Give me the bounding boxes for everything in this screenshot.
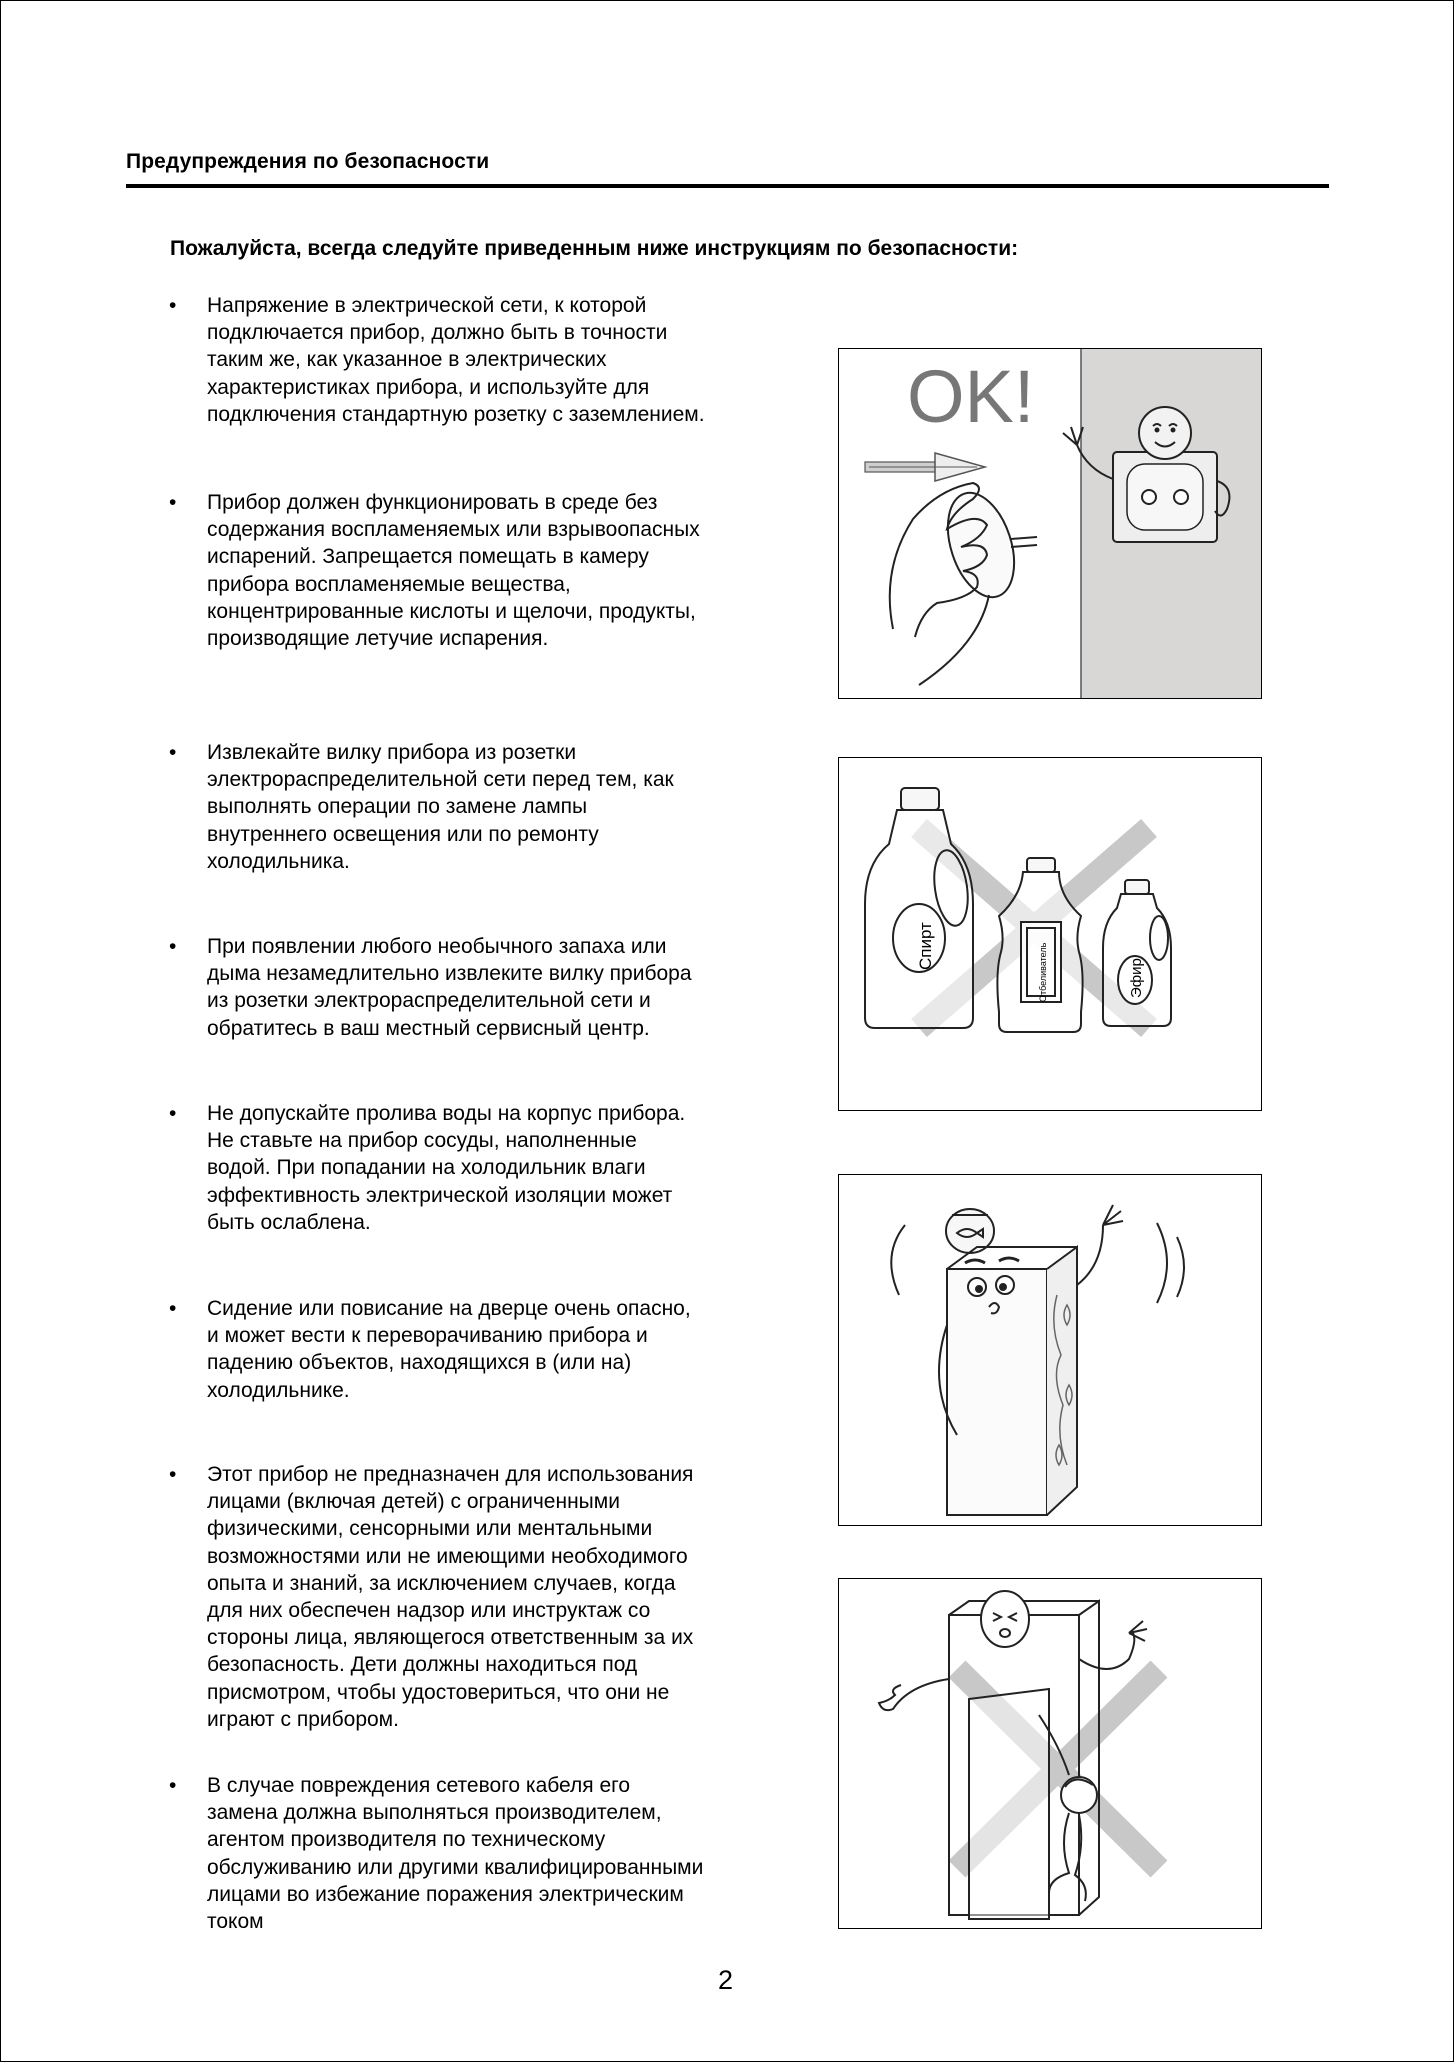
bullet: • (169, 741, 177, 764)
illustration-water-spill (838, 1174, 1262, 1526)
page-number: 2 (718, 1965, 734, 1995)
list-item (169, 292, 809, 428)
list-item-text: В случае повреждения сетевого кабеля его замена должна выполняться производителем, агентом производителя по техническому обслуживанию или другими квалифицированными лицами во избежание поражения электрическим током (207, 1774, 704, 1934)
bullet: • (169, 1463, 177, 1486)
bullet: • (169, 1297, 177, 1320)
list-item (169, 1100, 809, 1236)
arrow-right-icon (865, 453, 985, 481)
page-title: Предупреждения по безопасности (126, 150, 490, 173)
list-item-text: Сидение или повисание на дверце очень опасно, и может вести к переворачиванию прибора и падению объектов, находящихся в (или на) холодильнике. (207, 1297, 691, 1402)
alcohol-bottle-icon (865, 788, 973, 1028)
bullet: • (169, 1774, 177, 1797)
bullet: • (169, 491, 177, 514)
label-ether: Эфир (1128, 958, 1145, 998)
illustration-flammable-bottles (838, 757, 1262, 1111)
ether-bottle-icon (1103, 880, 1171, 1026)
list-item (169, 489, 809, 652)
label-bleach: Отбеливатель (1038, 942, 1048, 1002)
list-item-text: Прибор должен функционировать в среде без содержания воспламеняемых или взрывоопасных испарений. Запрещается помещать в камеру прибора воспламеняемые вещества, концентрированные кислоты и щелочи, продукты, производящие летучие испарения. (207, 491, 700, 651)
list-item-text: Этот прибор не предназначен для использования лицами (включая детей) с ограниченными физическими, сенсорными или ментальными возможностями или не имеющими необходимого опыта и знаний, за исключением случаев, когда для них обеспечен надзор или инструктаж со стороны лица, являющегося ответственным за их безопасность. Дети должны находиться под присмотром, чтобы удостовериться, что они не играют с прибором. (207, 1463, 694, 1731)
header-rule (126, 184, 1329, 188)
door-panel (969, 1689, 1049, 1919)
bullet: • (169, 294, 177, 317)
intro-heading: Пожалуйста, всегда следуйте приведенным ниже инструкциям по безопасности: (170, 237, 1019, 260)
list-item (169, 739, 809, 875)
list-item-text: Извлекайте вилку прибора из розетки электрораспределительной сети перед тем, как выполнять операции по замене лампы внутреннего освещения или по ремонту холодильника. (207, 741, 674, 873)
hand-plug-icon (890, 483, 1037, 685)
illustration-plug-socket (838, 348, 1262, 699)
list-item (169, 1772, 809, 1935)
illustration-hanging-door (838, 1578, 1262, 1929)
list-item (169, 1295, 809, 1404)
bullet: • (169, 1102, 177, 1125)
list-item-text: Не допускайте пролива воды на корпус прибора. Не ставьте на прибор сосуды, наполненные водой. При попадании на холодильник влаги эффективность электрической изоляции может быть ослаблена. (207, 1102, 686, 1234)
bullet: • (169, 935, 177, 958)
list-item-text: Напряжение в электрической сети, к которой подключается прибор, должно быть в точности таким же, как указанное в электрических характеристиках прибора, и используйте для подключения стандартную розетку с заземлением. (207, 294, 705, 426)
ok-text: OK! (907, 355, 1035, 438)
list-item (169, 933, 809, 1042)
list-item (169, 1461, 809, 1733)
label-alcohol: Спирт (916, 922, 935, 970)
list-item-text: При появлении любого необычного запаха или дыма незамедлительно извлеките вилку прибора из розетки электрораспределительной сети и обратитесь в ваш местный сервисный центр. (207, 935, 692, 1040)
